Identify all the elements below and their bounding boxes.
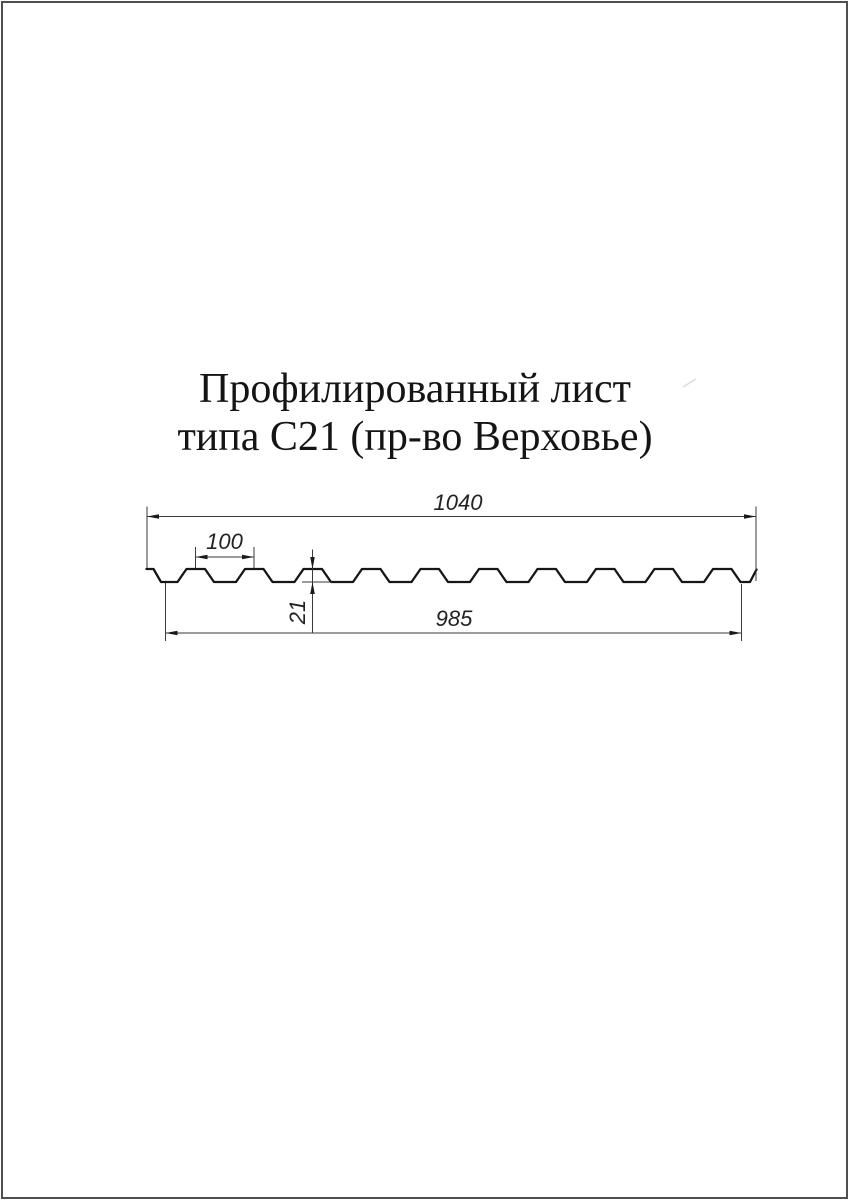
dim-arrow-right <box>242 555 254 560</box>
dim-arrow-right <box>730 631 742 636</box>
dimensions <box>147 490 756 641</box>
dim-text-overall-width: 1040 <box>433 490 483 515</box>
dim-arrow-left <box>147 514 159 519</box>
dim-text-rib-pitch: 100 <box>206 529 243 554</box>
dim-arrow-up <box>310 582 315 594</box>
title-line-2: типа С21 (пр-во Верховье) <box>177 414 653 460</box>
dim-arrow-right <box>744 514 756 519</box>
dim-text-working-width: 985 <box>435 606 473 631</box>
dim-arrow-down <box>310 557 315 569</box>
artifact-mark <box>683 379 696 387</box>
title-line-1: Профилированный лист <box>199 366 631 412</box>
dim-rib-pitch <box>196 529 255 568</box>
dim-text-profile-height: 21 <box>285 599 310 625</box>
dim-working-width <box>166 583 742 641</box>
dim-profile-height <box>285 550 332 634</box>
profile-outline <box>147 569 757 582</box>
dim-arrow-left <box>196 555 208 560</box>
dim-arrow-left <box>166 631 178 636</box>
